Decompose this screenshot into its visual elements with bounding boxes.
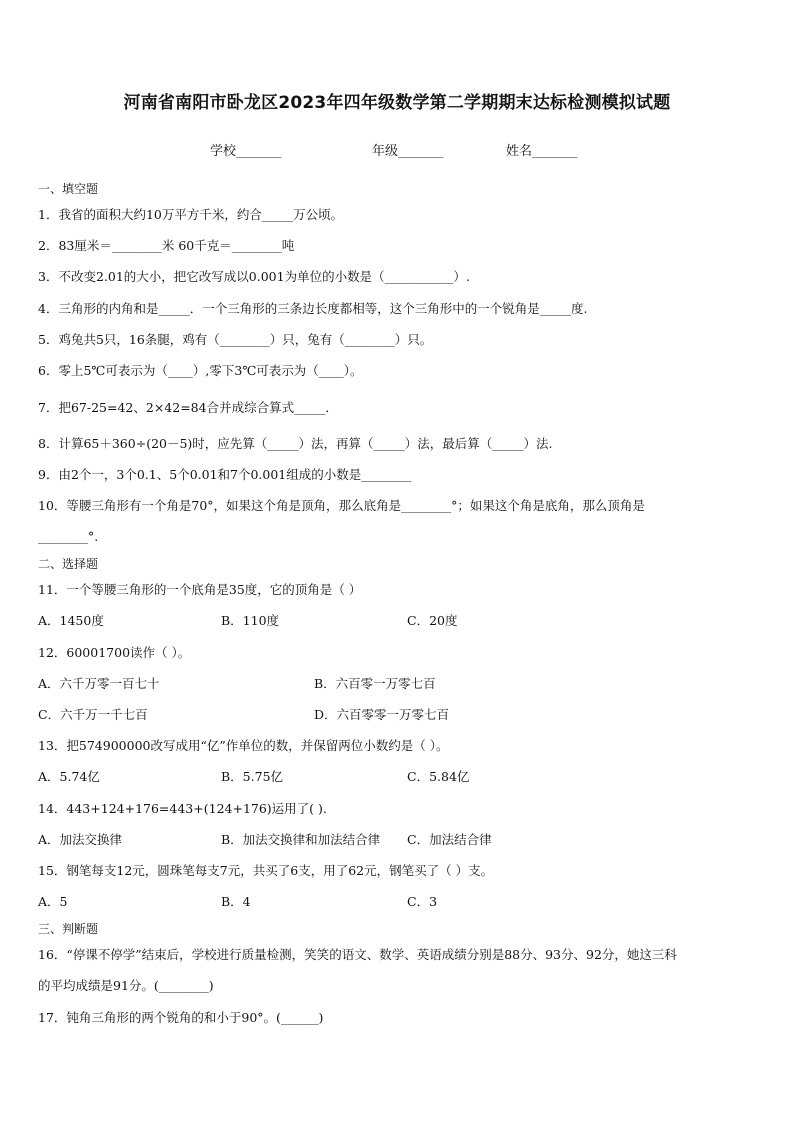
question-12: 12．60001700读作（ ）。	[38, 645, 191, 660]
option-14-a: A．加法交换律	[38, 832, 123, 847]
option-13-c: C．5.84亿	[407, 769, 470, 784]
question-4: 4．三角形的内角和是_____．一个三角形的三条边长度都相等，这个三角形中的一个锐角是_____度.	[38, 301, 588, 316]
question-2: 2．83厘米＝________米 60千克＝________吨	[38, 238, 295, 253]
name-field-label: 姓名_______	[506, 144, 578, 159]
option-15-c: C．3	[407, 894, 438, 909]
option-11-b: B．110度	[221, 613, 280, 628]
question-16-line-1: 16．“停课不停学”结束后，学校进行质量检测，笑笑的语文、数学、英语成绩分别是88分、93分、92分，她这三科	[38, 947, 677, 962]
option-14-c: C．加法结合律	[407, 832, 492, 847]
question-8: 8．计算65＋360÷(20－5)时，应先算（_____）法，再算（_____）法，最后算（_____）法.	[38, 436, 553, 451]
section-heading-fill-in: 一、填空题	[38, 182, 99, 196]
option-12-b: B．六百零一万零七百	[314, 676, 436, 691]
school-field-label: 学校_______	[210, 144, 282, 159]
option-15-b: B．4	[221, 894, 251, 909]
option-14-b: B．加法交换律和加法结合律	[221, 832, 381, 847]
question-10-line-2: ________°.	[38, 529, 99, 544]
option-12-d: D．六百零零一万零七百	[314, 707, 450, 722]
question-11: 11．一个等腰三角形的一个底角是35度，它的顶角是（ ）	[38, 582, 362, 597]
section-heading-judge: 三、判断题	[38, 922, 99, 936]
option-12-c: C．六千万一千七百	[38, 707, 148, 722]
exam-title: 河南省南阳市卧龙区2023年四年级数学第二学期期末达标检测模拟试题	[123, 93, 671, 113]
option-12-a: A．六千万零一百七十	[38, 676, 160, 691]
question-14: 14．443+124+176=443+(124+176)运用了( ).	[38, 801, 327, 816]
question-7: 7．把67-25=42、2×42=84合并成综合算式_____．	[38, 400, 338, 415]
question-3: 3．不改变2.01的大小，把它改写成以0.001为单位的小数是（___________）.	[38, 269, 470, 284]
question-10-line-1: 10．等腰三角形有一个角是70°，如果这个角是顶角，那么底角是________°；如果这个角是底角，那么顶角是	[38, 498, 645, 513]
option-11-c: C．20度	[407, 613, 458, 628]
question-17: 17．钝角三角形的两个锐角的和小于90°。(______)	[38, 1010, 324, 1025]
question-6: 6．零上5℃可表示为（____）,零下3℃可表示为（____）。	[38, 363, 363, 378]
question-15: 15．钢笔每支12元，圆珠笔每支7元，共买了6支，用了62元，钢笔买了（ ）支。	[38, 863, 494, 878]
question-1: 1．我省的面积大约10万平方千米，约合_____万公顷。	[38, 207, 344, 222]
question-9: 9．由2个一，3个0.1、5个0.01和7个0.001组成的小数是________	[38, 467, 412, 482]
option-13-a: A．5.74亿	[38, 769, 100, 784]
question-13: 13．把574900000改写成用“亿”作单位的数，并保留两位小数约是（ ）。	[38, 738, 449, 753]
grade-field-label: 年级_______	[372, 144, 444, 159]
option-15-a: A．5	[38, 894, 68, 909]
question-16-line-2: 的平均成绩是91分。(________)	[38, 978, 214, 993]
question-5: 5．鸡兔共5只，16条腿，鸡有（________）只，兔有（________）只。	[38, 332, 433, 347]
option-13-b: B．5.75亿	[221, 769, 284, 784]
option-11-a: A．1450度	[38, 613, 104, 628]
section-heading-choice: 二、选择题	[38, 557, 99, 571]
